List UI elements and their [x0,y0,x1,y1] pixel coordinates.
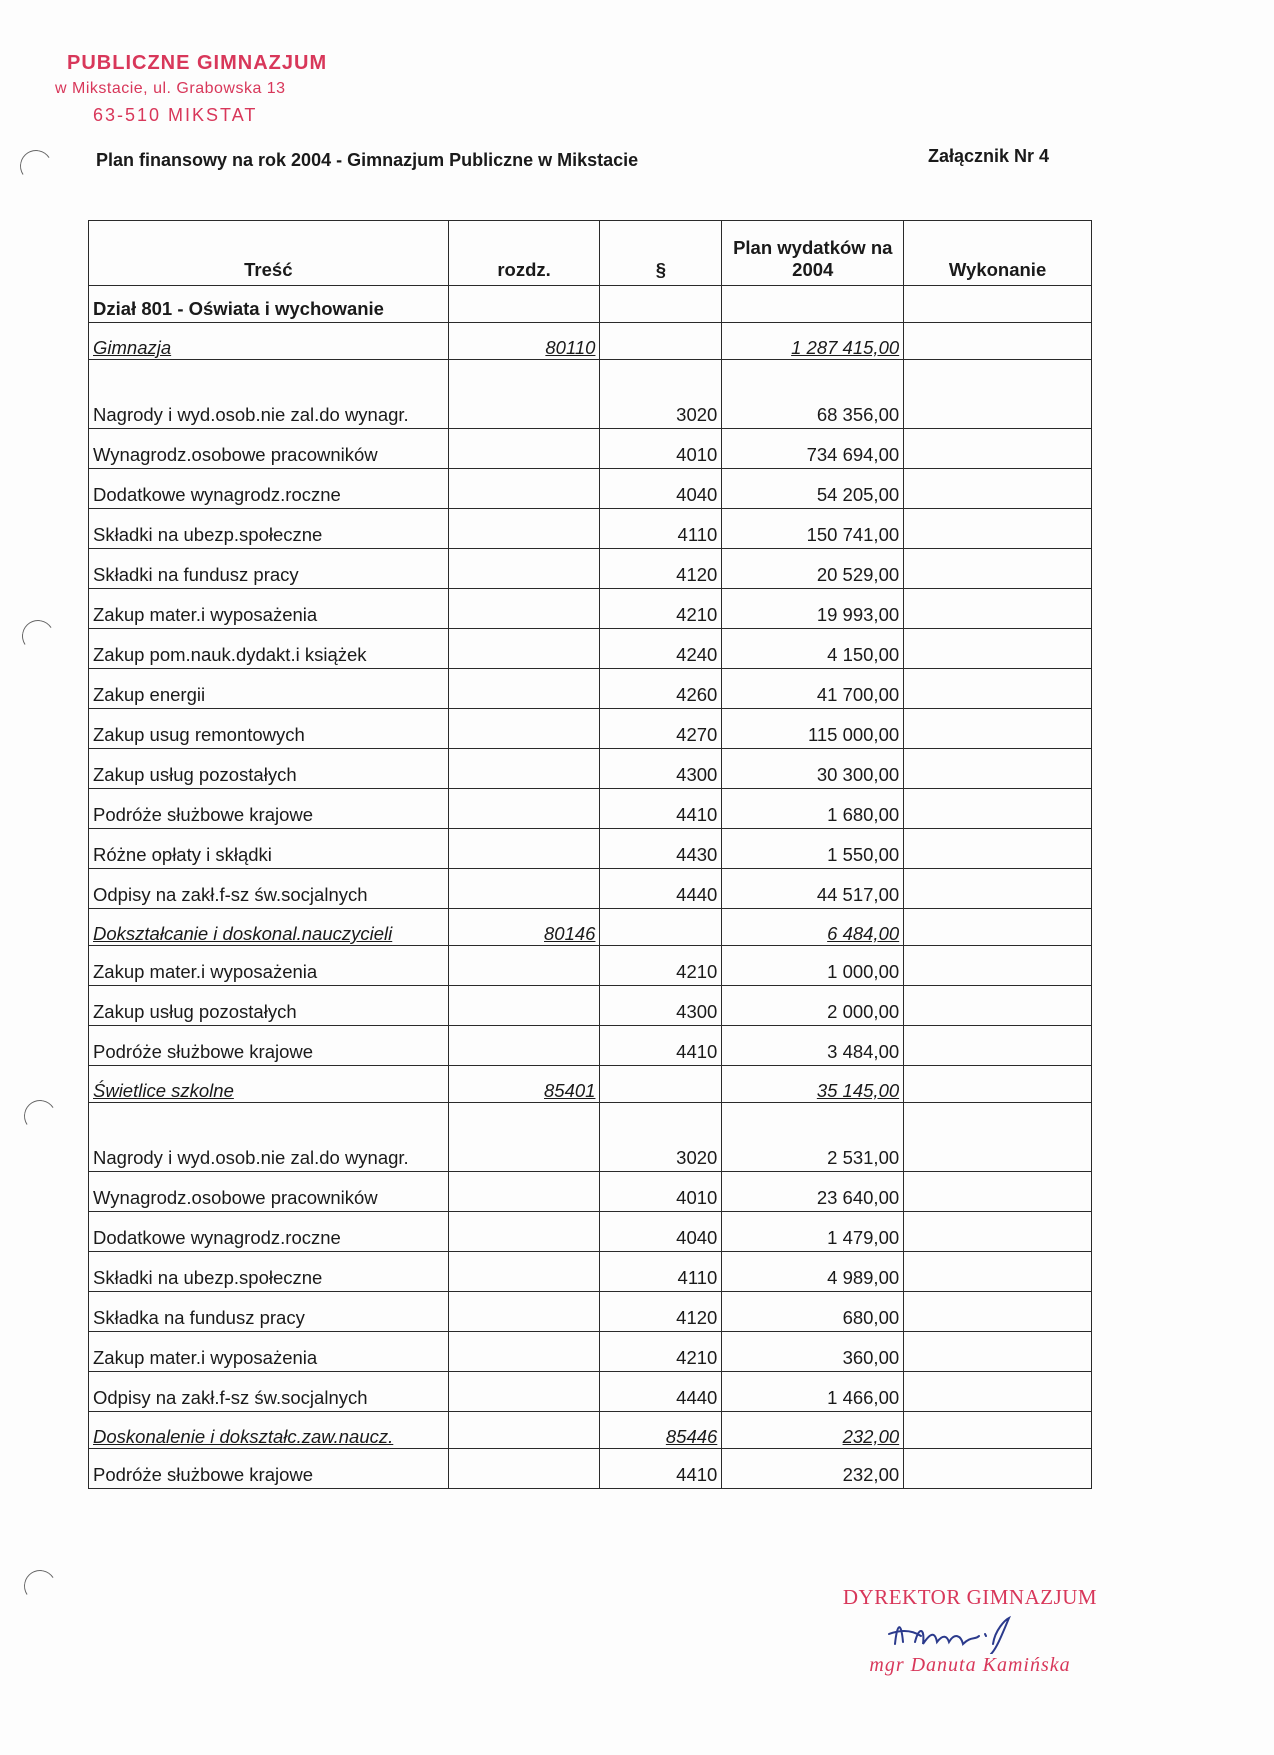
subsection-chapter: 80146 [448,909,600,946]
row-execution [904,629,1092,669]
row-paragraph: 4240 [600,629,722,669]
row-chapter [448,869,600,909]
row-amount: 3 484,00 [722,1026,904,1066]
row-execution [904,1252,1092,1292]
table-row [89,1172,1092,1212]
row-chapter [448,629,600,669]
table-row [89,709,1092,749]
row-description: Zakup mater.i wyposażenia [89,946,449,986]
row-execution [904,360,1092,429]
row-execution [904,1372,1092,1412]
row-chapter [448,429,600,469]
table-row [89,1332,1092,1372]
row-amount: 1 550,00 [722,829,904,869]
subsection-chapter: 80110 [448,323,600,360]
row-execution [904,749,1092,789]
table-row [89,1372,1092,1412]
subsection-title: Gimnazja [89,323,449,360]
row-description: Składki na ubezp.społeczne [89,1252,449,1292]
column-header-chapter: rozdz. [448,221,600,286]
row-amount: 1 680,00 [722,789,904,829]
subsection-row [89,909,1092,946]
row-description: Odpisy na zakł.f-sz św.socjalnych [89,1372,449,1412]
row-paragraph: 4210 [600,946,722,986]
row-execution [904,669,1092,709]
row-description: Zakup energii [89,669,449,709]
row-amount: 1 000,00 [722,946,904,986]
row-execution [904,1449,1092,1489]
table-row [89,629,1092,669]
table-row [89,509,1092,549]
row-chapter [448,1332,600,1372]
signature-role: DYREKTOR GIMNAZJUM [842,1585,1098,1609]
subsection-paragraph: 85446 [600,1412,722,1449]
punch-hole-mark [17,147,55,185]
stamp-line-2: w Mikstacie, ul. Grabowska 13 [55,80,286,97]
financial-plan-table [88,220,1092,1489]
subsection-execution [904,1412,1092,1449]
row-description: Zakup pom.nauk.dydakt.i książek [89,629,449,669]
row-description: Dodatkowe wynagrodz.roczne [89,1212,449,1252]
row-amount: 54 205,00 [722,469,904,509]
table-row [89,789,1092,829]
row-chapter [448,1172,600,1212]
row-paragraph: 4440 [600,869,722,909]
signature-name: mgr Danuta Kamińska [869,1654,1071,1676]
row-chapter [448,1026,600,1066]
row-description: Wynagrodz.osobowe pracowników [89,429,449,469]
row-execution [904,869,1092,909]
table-row [89,1212,1092,1252]
row-paragraph: 4430 [600,829,722,869]
subsection-paragraph [600,909,722,946]
row-execution [904,789,1092,829]
table-row [89,589,1092,629]
row-paragraph: 4110 [600,1252,722,1292]
table-row [89,869,1092,909]
subsection-amount: 232,00 [722,1412,904,1449]
row-paragraph: 4410 [600,1449,722,1489]
section-title: Dział 801 - Oświata i wychowanie [89,286,449,323]
row-description: Wynagrodz.osobowe pracowników [89,1172,449,1212]
row-chapter [448,589,600,629]
row-paragraph: 4120 [600,1292,722,1332]
row-description: Zakup mater.i wyposażenia [89,589,449,629]
subsection-paragraph [600,1066,722,1103]
row-chapter [448,509,600,549]
row-description: Podróże służbowe krajowe [89,1449,449,1489]
subsection-title: Doskonalenie i dokształc.zaw.naucz. [89,1412,449,1449]
row-chapter [448,1212,600,1252]
row-execution [904,1026,1092,1066]
row-paragraph: 4410 [600,1026,722,1066]
document-title: Plan finansowy na rok 2004 - Gimnazjum Publiczne w Mikstacie [96,150,639,170]
row-description: Zakup usług pozostałych [89,986,449,1026]
subsection-execution [904,1066,1092,1103]
row-paragraph: 4120 [600,549,722,589]
table-row [89,1292,1092,1332]
row-execution [904,1172,1092,1212]
row-paragraph: 4040 [600,1212,722,1252]
row-amount: 68 356,00 [722,360,904,429]
table-row [89,429,1092,469]
row-chapter [448,549,600,589]
subsection-amount: 1 287 415,00 [722,323,904,360]
row-execution [904,509,1092,549]
row-amount: 360,00 [722,1332,904,1372]
row-paragraph: 4040 [600,469,722,509]
table-row [89,1449,1092,1489]
row-chapter [448,946,600,986]
row-chapter [448,1103,600,1172]
row-description: Składka na fundusz pracy [89,1292,449,1332]
subsection-row [89,1066,1092,1103]
subsection-amount: 35 145,00 [722,1066,904,1103]
subsection-row [89,1412,1092,1449]
table-row [89,946,1092,986]
table-row [89,1026,1092,1066]
column-header-description: Treść [89,221,449,286]
row-amount: 115 000,00 [722,709,904,749]
punch-hole-mark [19,617,57,655]
row-amount: 4 150,00 [722,629,904,669]
row-execution [904,1103,1092,1172]
row-amount: 680,00 [722,1292,904,1332]
row-chapter [448,1252,600,1292]
row-description: Zakup usług pozostałych [89,749,449,789]
stamp-line-1: PUBLICZNE GIMNAZJUM [67,52,328,74]
row-paragraph: 4260 [600,669,722,709]
row-amount: 4 989,00 [722,1252,904,1292]
row-execution [904,986,1092,1026]
row-paragraph: 4210 [600,1332,722,1372]
table-row [89,669,1092,709]
row-execution [904,709,1092,749]
row-paragraph: 4300 [600,986,722,1026]
row-execution [904,549,1092,589]
subsection-execution [904,323,1092,360]
row-paragraph: 3020 [600,1103,722,1172]
row-execution [904,829,1092,869]
punch-hole-mark [21,1097,59,1135]
column-header-execution: Wykonanie [904,221,1092,286]
signature-block [820,1585,1120,1677]
row-description: Nagrody i wyd.osob.nie zal.do wynagr. [89,360,449,429]
row-execution [904,589,1092,629]
table-row [89,986,1092,1026]
row-amount: 150 741,00 [722,509,904,549]
row-description: Podróże służbowe krajowe [89,789,449,829]
row-chapter [448,749,600,789]
row-description: Odpisy na zakł.f-sz św.socjalnych [89,869,449,909]
row-amount: 232,00 [722,1449,904,1489]
row-chapter [448,1449,600,1489]
punch-hole-mark [21,1567,59,1605]
column-header-paragraph: § [600,221,722,286]
row-description: Zakup usug remontowych [89,709,449,749]
row-chapter [448,469,600,509]
table-row [89,1252,1092,1292]
subsection-title: Świetlice szkolne [89,1066,449,1103]
row-execution [904,1292,1092,1332]
table-row [89,829,1092,869]
row-description: Różne opłaty i skłądki [89,829,449,869]
subsection-chapter: 85401 [448,1066,600,1103]
row-amount: 44 517,00 [722,869,904,909]
row-execution [904,1332,1092,1372]
row-chapter [448,1372,600,1412]
subsection-amount: 6 484,00 [722,909,904,946]
row-paragraph: 4110 [600,509,722,549]
row-amount: 41 700,00 [722,669,904,709]
subsection-row [89,323,1092,360]
table-row [89,549,1092,589]
row-amount: 2 531,00 [722,1103,904,1172]
row-execution [904,469,1092,509]
row-chapter [448,709,600,749]
table-row [89,360,1092,429]
row-chapter [448,986,600,1026]
row-chapter [448,829,600,869]
row-amount: 30 300,00 [722,749,904,789]
table-row [89,469,1092,509]
row-paragraph: 3020 [600,360,722,429]
row-amount: 1 466,00 [722,1372,904,1412]
section-row [89,286,1092,323]
row-description: Zakup mater.i wyposażenia [89,1332,449,1372]
row-amount: 20 529,00 [722,549,904,589]
handwritten-signature [875,1614,1065,1654]
row-chapter [448,669,600,709]
row-description: Dodatkowe wynagrodz.roczne [89,469,449,509]
table-row [89,749,1092,789]
row-paragraph: 4270 [600,709,722,749]
row-description: Nagrody i wyd.osob.nie zal.do wynagr. [89,1103,449,1172]
subsection-paragraph [600,323,722,360]
column-header-plan: Plan wydatków na 2004 [722,221,904,286]
subsection-execution [904,909,1092,946]
row-paragraph: 4440 [600,1372,722,1412]
row-paragraph: 4010 [600,1172,722,1212]
row-amount: 2 000,00 [722,986,904,1026]
table-header-row [89,221,1092,286]
row-execution [904,1212,1092,1252]
row-amount: 1 479,00 [722,1212,904,1252]
row-chapter [448,789,600,829]
row-paragraph: 4010 [600,429,722,469]
row-amount: 23 640,00 [722,1172,904,1212]
stamp-line-3: 63-510 MIKSTAT [93,105,258,125]
row-amount: 19 993,00 [722,589,904,629]
row-amount: 734 694,00 [722,429,904,469]
subsection-title: Dokształcanie i doskonal.nauczycieli [89,909,449,946]
school-stamp [55,50,327,128]
table-row [89,1103,1092,1172]
row-chapter [448,1292,600,1332]
annex-label: Załącznik Nr 4 [928,146,1050,166]
row-description: Podróże służbowe krajowe [89,1026,449,1066]
row-chapter [448,360,600,429]
row-paragraph: 4300 [600,749,722,789]
row-execution [904,429,1092,469]
row-paragraph: 4210 [600,589,722,629]
row-description: Składki na fundusz pracy [89,549,449,589]
row-description: Składki na ubezp.społeczne [89,509,449,549]
row-execution [904,946,1092,986]
subsection-chapter [448,1412,600,1449]
row-paragraph: 4410 [600,789,722,829]
